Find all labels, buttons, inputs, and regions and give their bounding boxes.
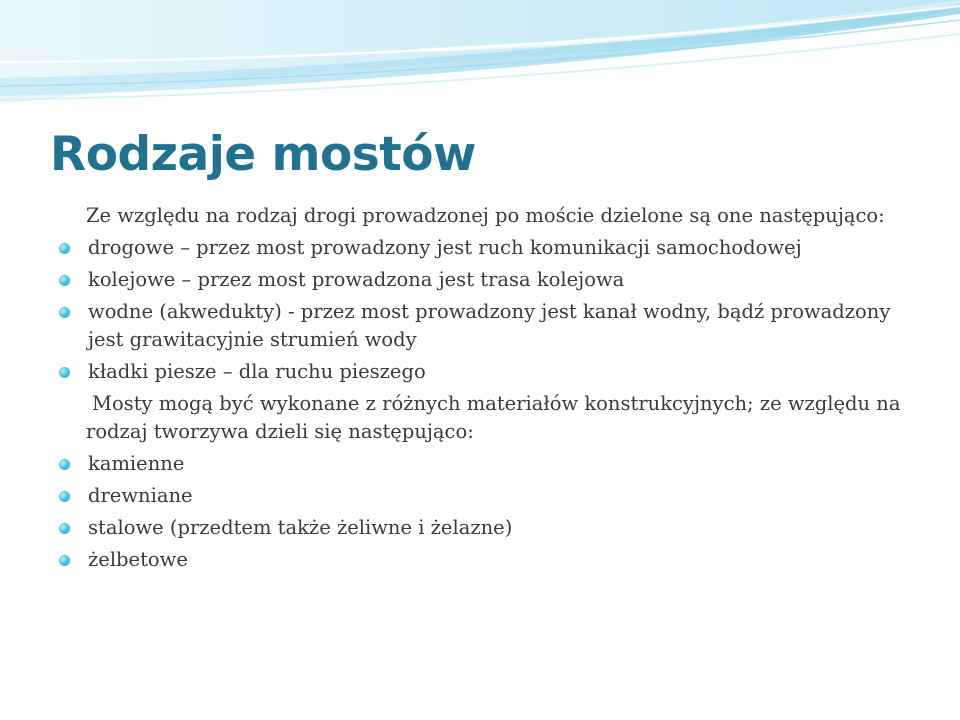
list-item-text: kamienne bbox=[88, 452, 185, 475]
bullet-icon bbox=[59, 491, 70, 502]
bullet-icon bbox=[59, 275, 70, 286]
list-item bbox=[0, 514, 960, 542]
bullet-icon bbox=[59, 523, 70, 534]
slide-title: Rodzaje mostów bbox=[50, 127, 476, 182]
bullet-icon bbox=[59, 243, 70, 254]
slide-body bbox=[0, 202, 960, 578]
intro-paragraph bbox=[0, 202, 960, 230]
materials-paragraph bbox=[0, 390, 960, 446]
list-item-text: kładki piesze – dla ruchu pieszego bbox=[88, 360, 426, 383]
bullet-icon bbox=[59, 367, 70, 378]
list-item bbox=[0, 234, 960, 262]
list-item bbox=[0, 266, 960, 294]
list-item bbox=[0, 450, 960, 478]
list-item-text: żelbetowe bbox=[88, 548, 188, 571]
list-item-text: stalowe (przedtem także żeliwne i żelazne) bbox=[88, 516, 513, 539]
bullet-icon bbox=[59, 555, 70, 566]
list-item-text: wodne (akwedukty) - przez most prowadzony jest kanał wodny, bądź prowadzony jest grawitacyjnie strumień wody bbox=[88, 300, 891, 351]
bullet-icon bbox=[59, 459, 70, 470]
list-item bbox=[0, 482, 960, 510]
list-item-text: drogowe – przez most prowadzony jest ruch komunikacji samochodowej bbox=[88, 236, 802, 259]
list-item-text: drewniane bbox=[88, 484, 193, 507]
list-item bbox=[0, 298, 960, 354]
header-wave-decoration bbox=[0, 0, 960, 120]
materials-text: Mosty mogą być wykonane z różnych materiałów konstrukcyjnych; ze względu na rodzaj tworzywa dzieli się następująco: bbox=[86, 392, 901, 443]
intro-text: Ze względu na rodzaj drogi prowadzonej po moście dzielone są one następująco: bbox=[86, 204, 885, 227]
list-item bbox=[0, 546, 960, 574]
bullet-icon bbox=[59, 307, 70, 318]
list-item bbox=[0, 358, 960, 386]
list-item-text: kolejowe – przez most prowadzona jest trasa kolejowa bbox=[88, 268, 625, 291]
